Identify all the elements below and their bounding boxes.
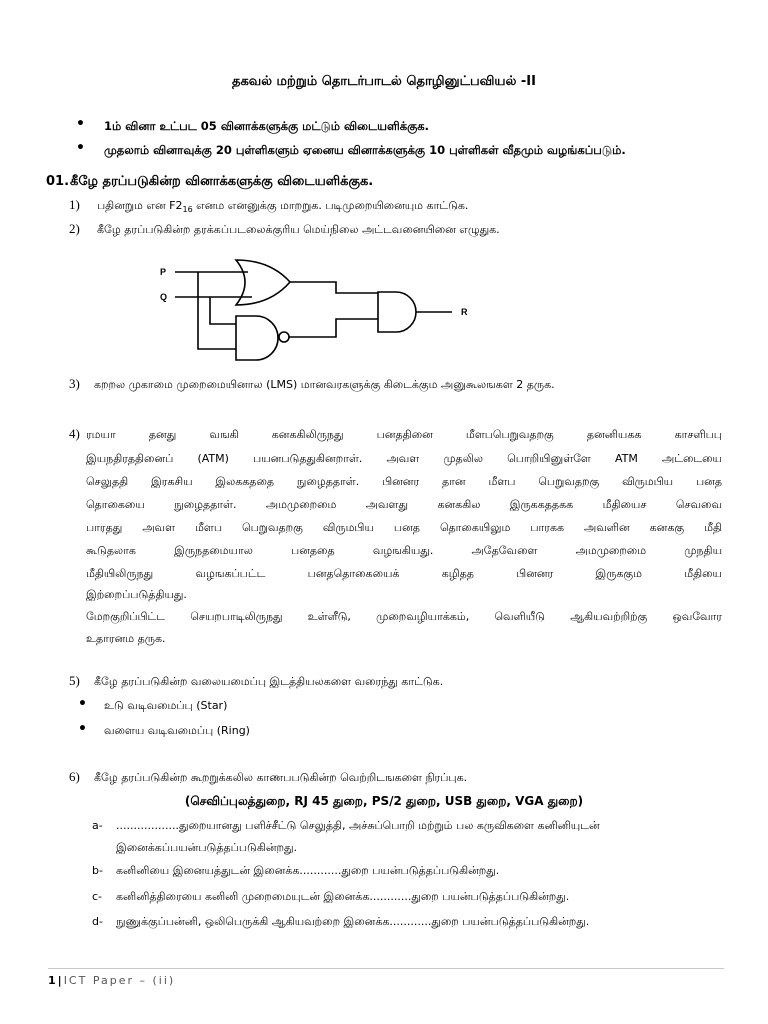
passage-line: இற்றைப்படுத்தியது. — [86, 588, 187, 601]
hex-subscript: 16 — [182, 205, 193, 215]
instruction-2: முதலாம் வினாவுக்கு 20 புள்ளிகளும் ஏனைய வினாக்களுக்கு 10 புள்ளிகள் வீதமும் வழங்கப்படும். — [104, 143, 626, 157]
passage-line: ரமயா தனது வஙகி கனககிலிருநது பனததினை மீளபபெறுவதறகு தனனியகக காசளிபபு — [86, 428, 722, 441]
passage-line: இயநதிரததினைப் (ATM) பயனபடுததுகினறாள். அவள முதலில பொறியினுள்ளே ATM அட்டையை — [86, 452, 722, 465]
sub-question-number: 4) — [69, 426, 80, 441]
label-r: R — [461, 307, 468, 317]
part-a-line: ..................துறையானது பளிச்சீட்டு செலுத்தி, அச்சுப்பொறி மற்றும் பல கருவிகளை கனினியுடன் — [116, 819, 600, 832]
sub-question-number: 3) — [69, 376, 80, 391]
or-output-line — [290, 282, 378, 293]
passage-line: மீதியிலிருநது வழஙகப்பட்ட பனததொகையைக் கழிதத பினனர இருககும மீதியை — [86, 567, 722, 580]
topology-ring: வளைய வடிவமைப்பு (Ring) — [104, 724, 250, 737]
sub-question-2-text: கீழே தரப்படுகின்ற தரக்கப்படலைக்குரிய மெய்நிலை அட்டவனையினை எழுதுக. — [97, 223, 500, 236]
sub-question-number: 1) — [69, 197, 80, 212]
part-b-line: கனினியை இனையத்துடன் இனைக்க............துறை பயன்படுத்தப்படுகின்றது. — [116, 864, 500, 877]
sub-question-3-text: கறறல முகாமை முறைமையினால (LMS) மானவரகளுக்கு கிடைக்கும அனுகூலஙகள 2 தருக. — [94, 378, 555, 391]
bullet-icon: • — [76, 140, 85, 156]
topology-star: உடு வடிவமைப்பு (Star) — [104, 699, 228, 712]
sub-question-1-text-b: எனம எனனுக்கு மாறறுக. படிமுறையினையும காட்டுக. — [192, 199, 469, 212]
instruction-1: 1ம் வினா உட்பட 05 வினாக்களுக்கு மட்டும் விடையளிக்குக. — [104, 119, 429, 133]
sub-question-5-text: கீழே தரப்படுகின்ற வலையமைப்பு இடத்தியலகளை வரைந்து காட்டுக. — [94, 675, 444, 688]
question-heading: கீழே தரப்படுகின்ற வினாக்களுக்கு விடையளிக்குக. — [70, 174, 374, 189]
page-footer — [48, 974, 175, 987]
footer-label: ICT Paper – (ii) — [63, 974, 176, 987]
part-label: a- — [92, 819, 103, 832]
part-label: d- — [92, 915, 103, 928]
or-gate — [236, 260, 290, 305]
passage-line: செலுததி இரகசிய இலககததை நுழைததாள். பினனர தான மீளப பெறுவதறகு விருமபிய பனத — [86, 475, 722, 488]
sub-question-1-text-a: பதினறும என F2 — [97, 199, 183, 212]
part-a-line: இனைக்கப்பயன்படுத்தப்படுகின்றது. — [116, 841, 298, 854]
page-title: தகவல் மற்றும் தொடர்பாடல் தொழினுட்பவியல் -II — [232, 74, 536, 89]
sub-question-number: 5) — [69, 673, 80, 688]
options-list: (செவிப்புலத்துறை, RJ 45 துறை, PS/2 துறை, USB துறை, VGA துறை) — [184, 794, 584, 808]
sub-question-number: 6) — [69, 769, 80, 784]
sub-question-6-text: கீழே தரப்படுகின்ற கூறறுக்கலில காணபபடுகின்ற வெற்றிடஙகளை நிரப்புக. — [94, 771, 468, 784]
question-number: 01. — [46, 174, 70, 189]
part-label: b- — [92, 864, 103, 877]
bullet-icon: • — [78, 696, 87, 712]
footer-separator: | — [57, 974, 64, 987]
passage-question-line: மேறகுறிப்பிட்ட செயறபாடிலிருநது உள்ளீடு, முறைவழியாக்கம், வெளியீடு ஆகியவற்றிற்கு ஒவவோர — [86, 610, 722, 623]
nand-gate — [236, 316, 278, 360]
label-p: P — [160, 267, 167, 277]
label-q: Q — [160, 292, 168, 302]
nand-bubble — [279, 332, 289, 342]
part-d-line: நுணுக்குப்பன்னி, ஒலிபெருக்கி ஆகியவற்றை இனைக்க............துறை பயன்படுத்தப்படுகின்றது. — [116, 915, 590, 928]
nand-output-line — [289, 319, 378, 337]
bullet-icon: • — [78, 721, 87, 737]
passage-line: தொகையை நுழைததாள். அமமுறைமை அவளது கனககில இருககததகக மீதியைச செவவை — [86, 498, 722, 511]
branch-p-to-nand — [198, 272, 236, 349]
logic-circuit-diagram — [150, 250, 490, 370]
bullet-icon: • — [76, 116, 85, 132]
part-label: c- — [92, 890, 103, 903]
page-number: 1 — [48, 974, 58, 987]
sub-question-1-text — [97, 199, 468, 214]
passage-line: கூடுதலாக இருநதமையால பனததை வழஙகியது. அதேவேளை அமமுறைமை முநதிய — [86, 544, 722, 557]
part-c-line: கனினித்திரையை கனினி முறைமையுடன் இனைக்க............துறை பயன்படுத்தப்படுகின்றது. — [116, 890, 570, 903]
passage-line: பாரதது அவள மீளப பெறுவதறகு விருமபிய பனத தொகையிலும பாரகக அவளின கனககு மீதி — [86, 521, 722, 534]
and-gate — [378, 292, 416, 332]
sub-question-number: 2) — [69, 221, 80, 236]
passage-question-line: உதாரனம தருக. — [86, 632, 166, 645]
branch-q-to-nand — [210, 297, 236, 324]
footer-divider — [48, 968, 724, 969]
